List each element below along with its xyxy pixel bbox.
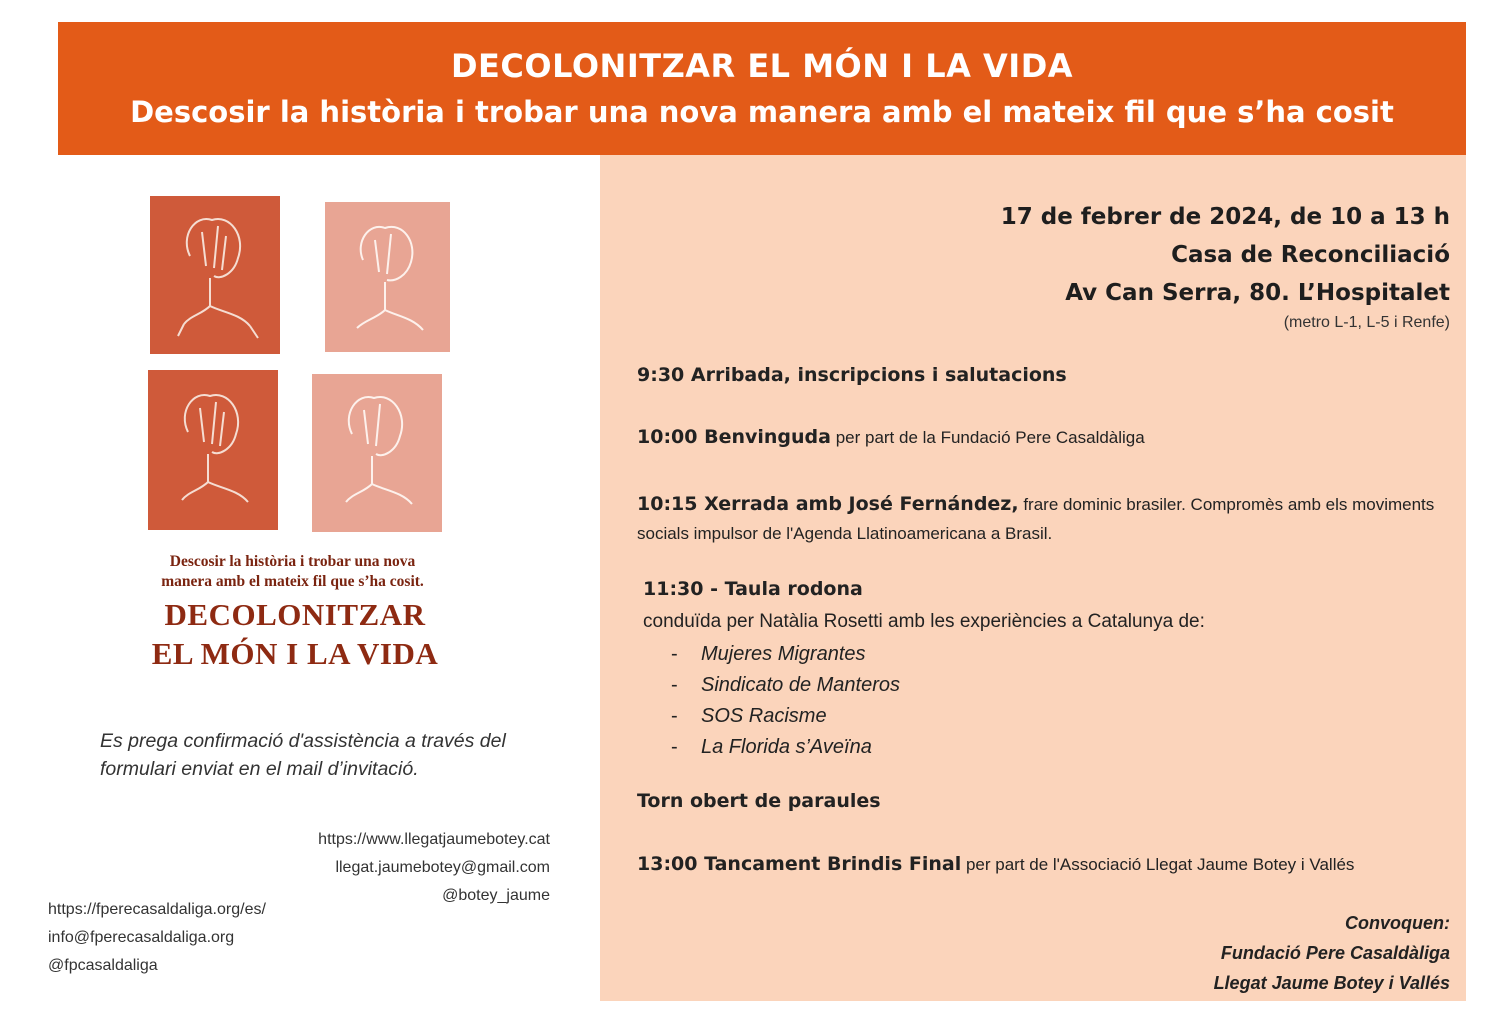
casaldaliga-website-link[interactable]: https://fperecasaldaliga.org/es/ (48, 901, 266, 918)
list-item (643, 701, 1205, 732)
print-top-right (325, 202, 450, 352)
program-item-title: 13:00 Tancament Brindis Final (637, 853, 962, 875)
program-item-torn (637, 790, 881, 812)
event-address: Av Can Serra, 80. L’Hospitalet (1065, 280, 1450, 306)
program-item-1015 (637, 490, 1447, 548)
convener-org: Fundació Pere Casaldàliga (1220, 943, 1450, 963)
artwork (135, 182, 455, 542)
list-dash: - (671, 674, 678, 696)
list-dash: - (671, 705, 678, 727)
banner-subtitle: Descosir la història i trobar una nova manera amb el mateix fil que s’ha cosit (130, 95, 1394, 129)
artwork-title-line: DECOLONITZAR (164, 597, 426, 632)
print-bottom-right (312, 374, 442, 532)
conveners (1214, 908, 1450, 998)
program-item-desc: per part de l'Associació Llegat Jaume Botey i Vallés (961, 855, 1355, 874)
artwork-title (120, 595, 470, 673)
botey-social-handle[interactable]: @botey_jaume (442, 887, 550, 904)
header-banner (58, 22, 1466, 155)
list-item-label: SOS Racisme (701, 705, 827, 727)
rsvp-line: Es prega confirmació d'assistència a través del (100, 730, 506, 752)
program-item-title: Torn obert de paraules (637, 790, 881, 812)
rsvp-note (100, 727, 570, 783)
artwork-title-line: EL MÓN I LA VIDA (151, 636, 439, 671)
program-item-desc: frare dominic brasiler. Compromès amb els moviments socials impulsor de l'Agenda Llatinoamericana a Brasil. (637, 495, 1435, 543)
botey-links (318, 826, 550, 910)
print-top-left (150, 196, 280, 354)
list-dash: - (671, 736, 678, 758)
banner-title: DECOLONITZAR EL MÓN I LA VIDA (450, 47, 1074, 85)
program-item-1130 (643, 575, 1205, 763)
list-item-label: Sindicato de Manteros (701, 674, 901, 696)
artwork-caption (120, 552, 465, 592)
program-item-1300 (637, 853, 1354, 875)
botey-email-link[interactable]: llegat.jaumebotey@gmail.com (335, 859, 550, 876)
list-dash: - (671, 643, 678, 665)
list-item (643, 670, 1205, 701)
event-details (1001, 198, 1450, 334)
print-bottom-left (148, 370, 278, 530)
program-item-desc: per part de la Fundació Pere Casaldàliga (830, 428, 1145, 447)
list-item (643, 732, 1205, 763)
casaldaliga-social-handle[interactable]: @fpcasaldaliga (48, 957, 158, 974)
event-place: Casa de Reconciliació (1171, 242, 1450, 268)
event-date: 17 de febrer de 2024, de 10 a 13 h (1000, 204, 1450, 230)
caption-line: Descosir la història i trobar una nova (169, 553, 416, 570)
program-item-desc: conduïda per Natàlia Rosetti amb les experiències a Catalunya de: (643, 611, 1205, 632)
rsvp-line: formulari enviat en el mail d’invitació. (100, 758, 419, 780)
program-item-title: 10:00 Benvinguda (637, 426, 831, 448)
casaldaliga-links (48, 896, 266, 980)
convener-org: Llegat Jaume Botey i Vallés (1213, 973, 1450, 993)
list-item-label: La Florida s’Aveïna (701, 736, 872, 758)
casaldaliga-email-link[interactable]: info@fperecasaldaliga.org (48, 929, 235, 946)
program-item-title: 11:30 - Taula rodona (643, 578, 863, 600)
caption-line: manera amb el mateix fil que s’ha cosit. (161, 573, 424, 590)
conveners-label: Convoquen: (1345, 913, 1450, 933)
program-item-title: 9:30 Arribada, inscripcions i salutacions (637, 364, 1067, 386)
list-item-label: Mujeres Migrantes (701, 643, 866, 665)
experiences-list (643, 639, 1205, 763)
program-item-title: 10:15 Xerrada amb José Fernández, (637, 493, 1019, 515)
event-metro: (metro L-1, L-5 i Renfe) (1283, 314, 1450, 331)
program-item-930 (637, 364, 1067, 386)
list-item (643, 639, 1205, 670)
botey-website-link[interactable]: https://www.llegatjaumebotey.cat (318, 831, 550, 848)
program-item-1000 (637, 426, 1145, 448)
